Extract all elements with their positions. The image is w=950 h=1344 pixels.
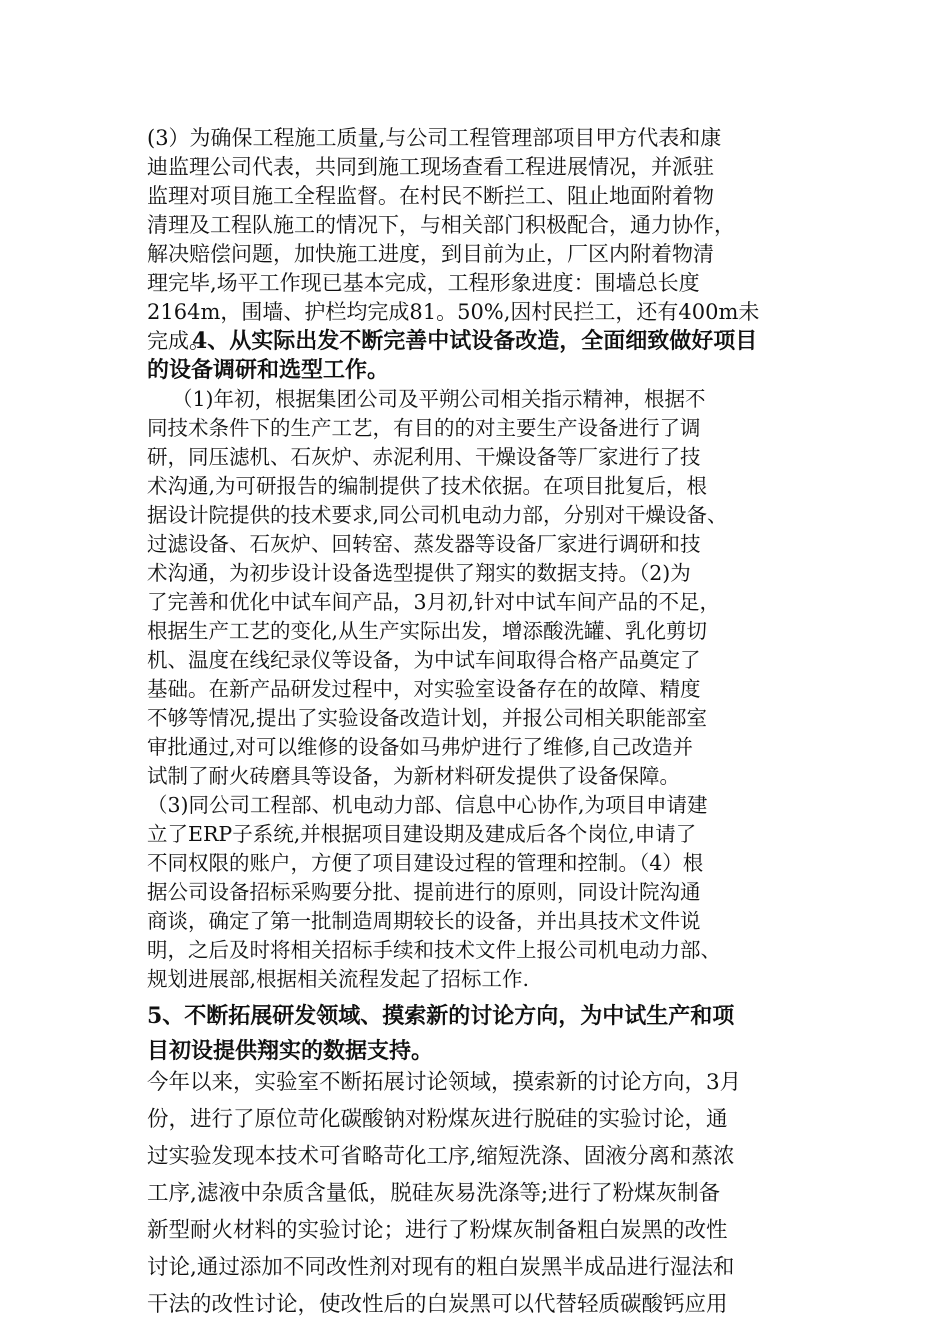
text-line: 完成。 xyxy=(147,329,210,353)
text-line: 明，之后及时将相关招标手续和技术文件上报公司机电动力部、 xyxy=(147,938,721,962)
text-line: 根据生产工艺的变化,从生产实际出发，增添酸洗罐、乳化剪切 xyxy=(147,619,708,643)
text-line: 份，进行了原位苛化碳酸钠对粉煤灰进行脱硅的实验讨论，通 xyxy=(147,1107,728,1132)
text-line: 研，同压滤机、石灰炉、赤泥利用、干燥设备等厂家进行了技 xyxy=(147,445,701,469)
text-line: 理完毕,场平工作现已基本完成，工程形象进度：围墙总长度 xyxy=(147,271,700,295)
text-line: 立了ERP子系统,并根据项目建设期及建成后各个岗位,申请了 xyxy=(147,822,697,846)
text-line: 监理对项目施工全程监督。在村民不断拦工、阻止地面附着物 xyxy=(147,184,714,208)
heading-line: 5、不断拓展研发领域、摸索新的讨论方向，为中试生产和项 xyxy=(147,1003,735,1029)
text-line: 2164m，围墙、护栏均完成81。50%,因村民拦工，还有400m未 xyxy=(147,300,760,324)
text-line: 机、温度在线纪录仪等设备，为中试车间取得合格产品奠定了 xyxy=(147,648,701,672)
text-line: （1)年初，根据集团公司及平朔公司相关指示精神，根据不 xyxy=(172,387,706,411)
text-line: 今年以来，实验室不断拓展讨论领域，摸索新的讨论方向，3月 xyxy=(147,1070,742,1095)
text-line: 基础。在新产品研发过程中，对实验室设备存在的故障、精度 xyxy=(147,677,701,701)
text-line: (3）为确保工程施工质量,与公司工程管理部项目甲方代表和康 xyxy=(147,126,722,150)
heading-line: 4、从实际出发不断完善中试设备改造，全面细致做好项目 xyxy=(192,328,758,354)
text-line: 试制了耐火砖磨具等设备，为新材料研发提供了设备保障。 xyxy=(147,764,680,788)
text-line: 据设计院提供的技术要求,同公司机电动力部，分别对干燥设备、 xyxy=(147,503,728,527)
heading-line: 的设备调研和选型工作。 xyxy=(147,357,390,383)
text-line: 术沟通,为可研报告的编制提供了技术依据。在项目批复后，根 xyxy=(147,474,708,498)
text-line: 解决赔偿问题，加快施工进度，到目前为止，厂区内附着物清 xyxy=(147,242,714,266)
text-line: 过实验发现本技术可省略苛化工序,缩短洗涤、固液分离和蒸浓 xyxy=(147,1144,735,1169)
text-line: 规划进展部,根据相关流程发起了招标工作. xyxy=(147,967,530,991)
text-line: 不同权限的账户，方便了项目建设过程的管理和控制。（4）根 xyxy=(147,851,704,875)
text-line: 清理及工程队施工的情况下，与相关部门积极配合，通力协作， xyxy=(147,213,735,237)
text-line: 据公司设备招标采购要分批、提前进行的原则，同设计院沟通 xyxy=(147,880,701,904)
text-line: 工序,滤液中杂质含量低，脱硅灰易洗涤等;进行了粉煤灰制备 xyxy=(147,1181,721,1206)
text-line: 讨论,通过添加不同改性剂对现有的粗白炭黑半成品进行湿法和 xyxy=(147,1255,735,1280)
text-line: 术沟通，为初步设计设备选型提供了翔实的数据支持。（2)为 xyxy=(147,561,691,585)
text-line: 过滤设备、石灰炉、回转窑、蒸发器等设备厂家进行调研和技 xyxy=(147,532,701,556)
text-line: （3)同公司工程部、机电动力部、信息中心协作,为项目申请建 xyxy=(147,793,708,817)
text-line: 了完善和优化中试车间产品，3月初,针对中试车间产品的不足， xyxy=(147,590,721,614)
text-line: 干法的改性讨论，使改性后的白炭黑可以代替轻质碳酸钙应用 xyxy=(147,1292,728,1317)
text-line: 迪监理公司代表，共同到施工现场查看工程进展情况，并派驻 xyxy=(147,155,714,179)
heading-line: 目初设提供翔实的数据支持。 xyxy=(147,1038,434,1064)
text-line: 新型耐火材料的实验讨论；进行了粉煤灰制备粗白炭黑的改性 xyxy=(147,1218,728,1243)
text-line: 商谈，确定了第一批制造周期较长的设备，并出具技术文件说 xyxy=(147,909,701,933)
text-line: 同技术条件下的生产工艺，有目的的对主要生产设备进行了调 xyxy=(147,416,701,440)
text-line: 审批通过,对可以维修的设备如马弗炉进行了维修,自己改造并 xyxy=(147,735,694,759)
text-line: 不够等情况,提出了实验设备改造计划，并报公司相关职能部室 xyxy=(147,706,708,730)
